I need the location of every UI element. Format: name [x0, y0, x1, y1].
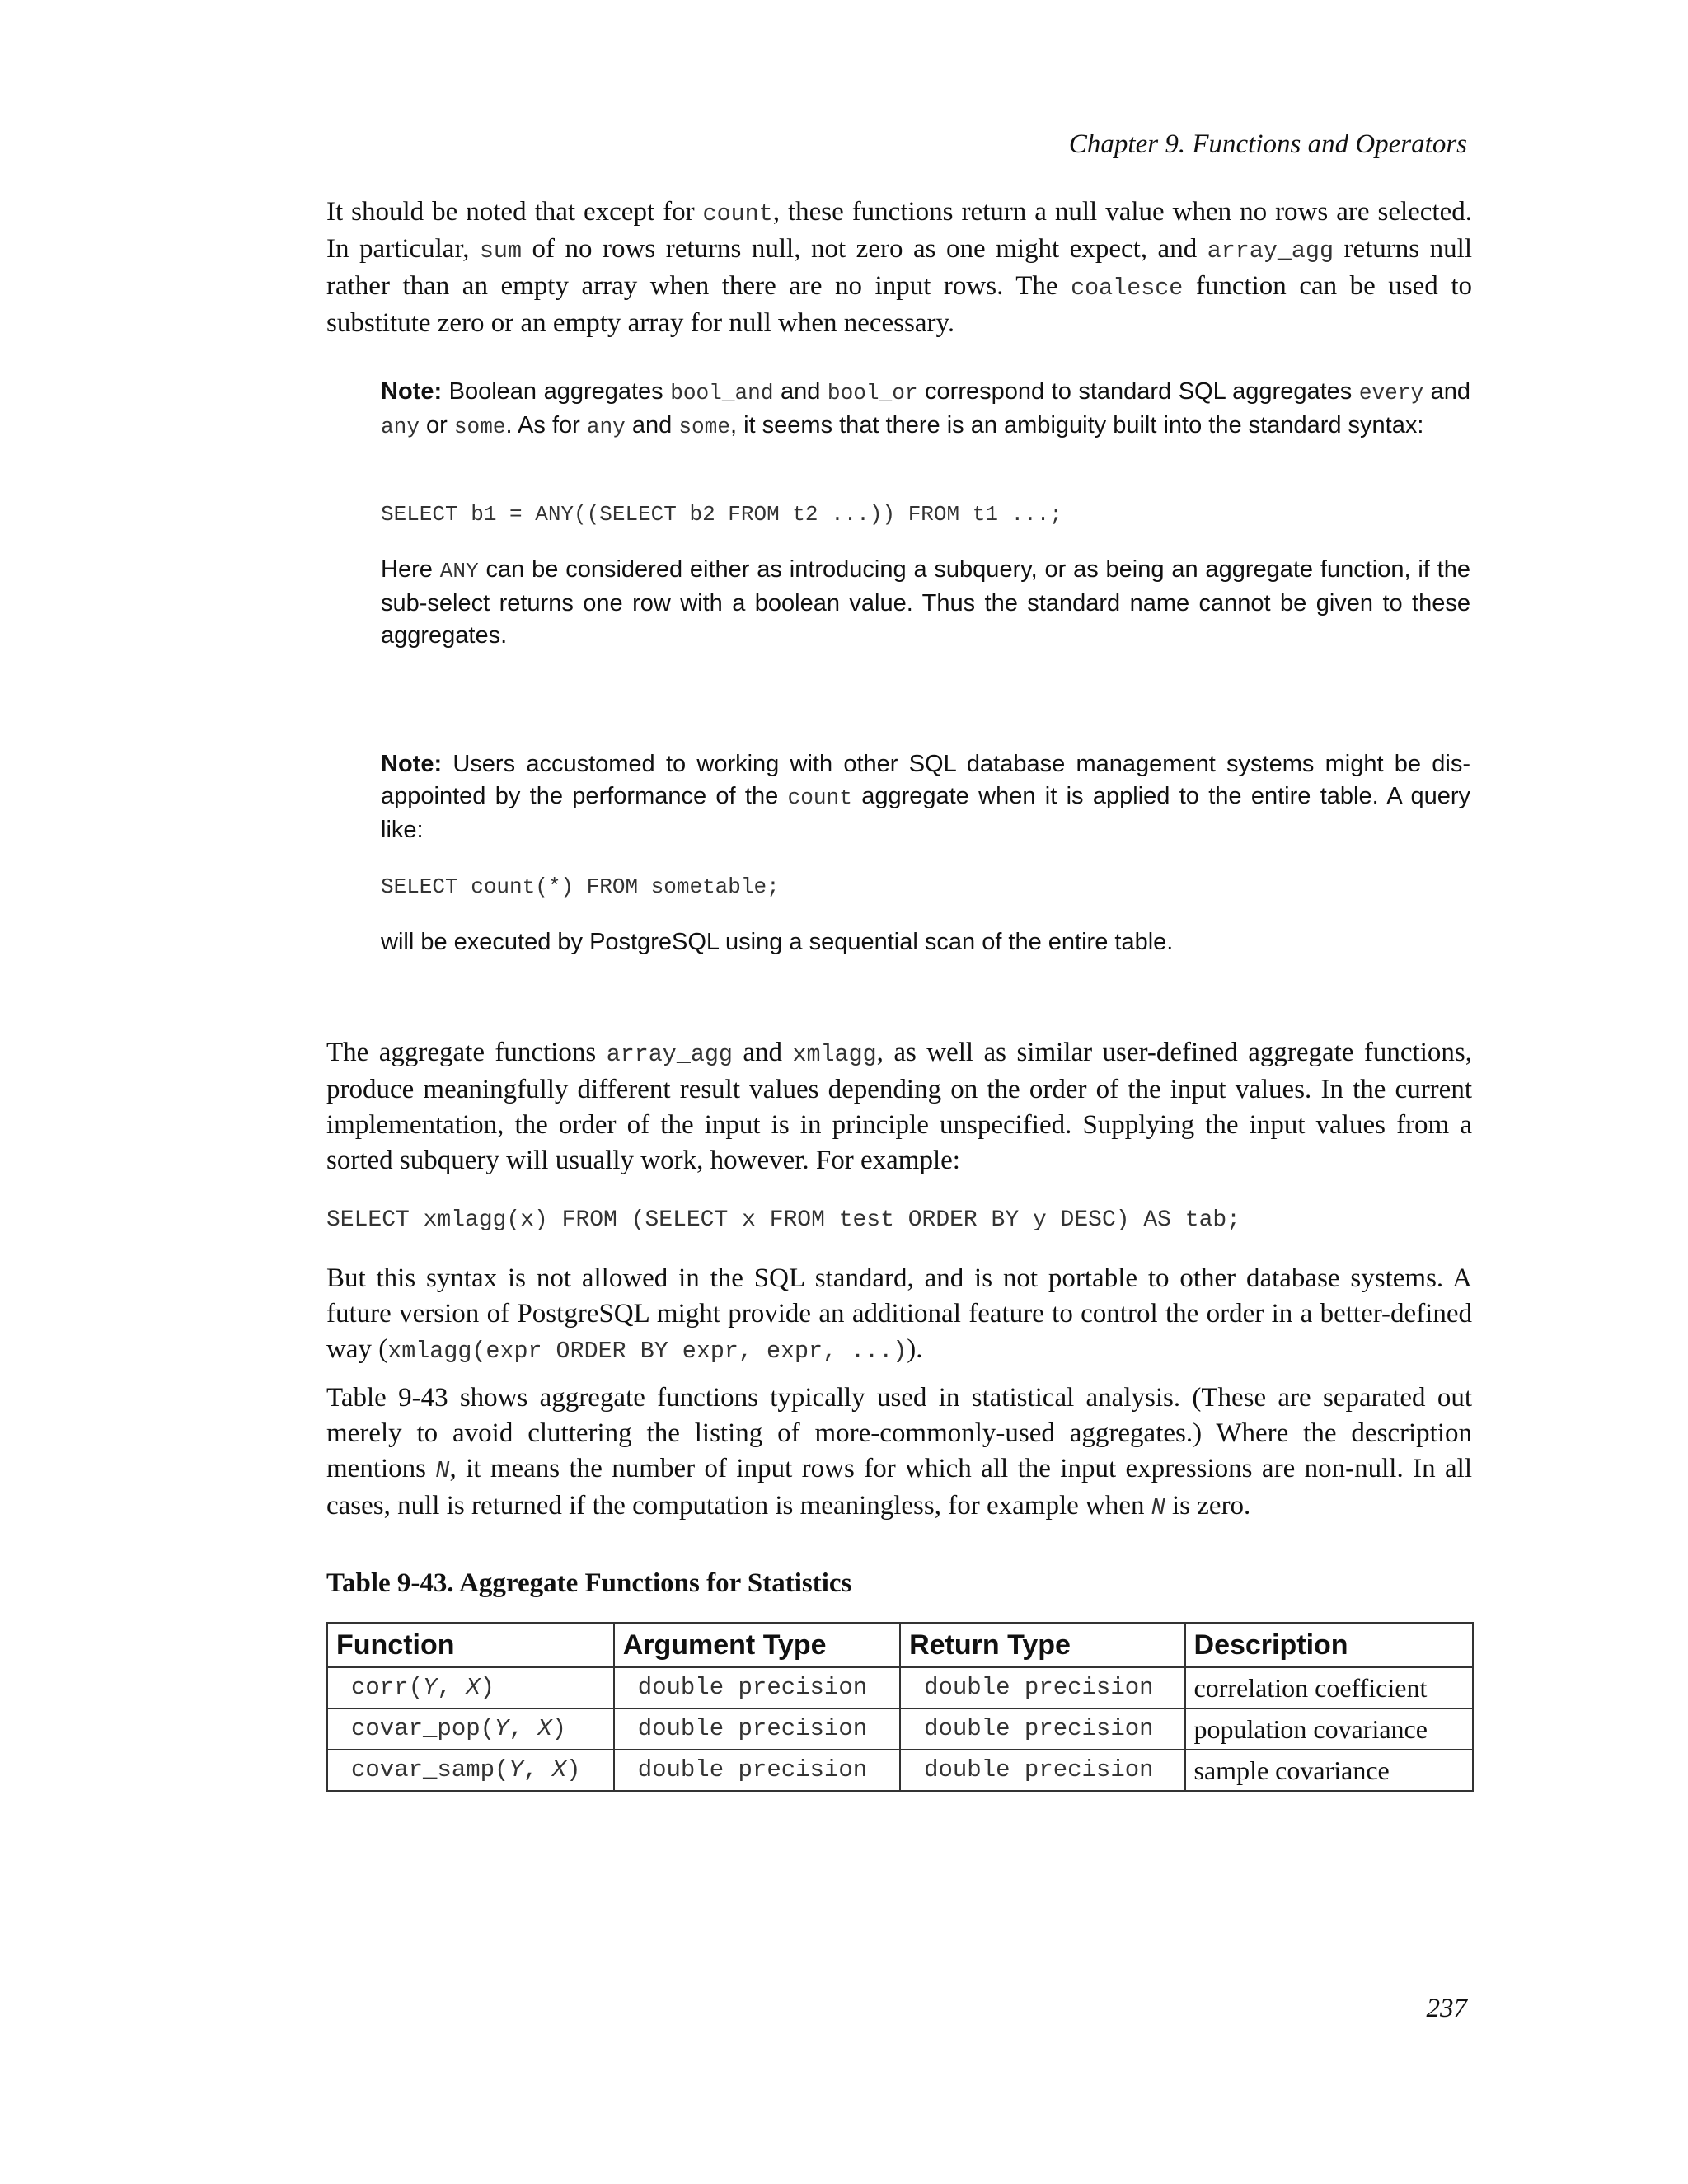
code-count: count: [787, 785, 852, 810]
table-title: Table 9-43. Aggregate Functions for Statistics: [326, 1568, 852, 1598]
cell-argument-type: double precision: [614, 1708, 900, 1750]
separator: ,: [509, 1715, 538, 1742]
param-y: Y: [423, 1674, 438, 1701]
code-n: N: [1151, 1494, 1165, 1521]
header-function: Function: [327, 1623, 614, 1667]
cell-argument-type: double precision: [614, 1750, 900, 1791]
code-bool-and: bool_and: [670, 381, 774, 405]
table-row: [327, 1750, 1473, 1791]
text: aggregate when it is applied to the entire table. A query like:: [381, 783, 1470, 843]
code-every: every: [1358, 381, 1424, 405]
text: and: [625, 412, 679, 438]
code-array-agg: array_agg: [1207, 237, 1334, 265]
text: correspond to standard SQL aggregates: [917, 378, 1359, 405]
header-description: Description: [1185, 1623, 1473, 1667]
cell-description: population covariance: [1185, 1708, 1473, 1750]
text: can be considered either as introducing a subquery, or as being an aggregate function, if the sub-select returns one row with a boolean value. Thus the standard name cannot be given to these aggregates.: [381, 556, 1470, 649]
text: of no rows returns null, not zero as one might expect, and: [521, 234, 1207, 264]
paragraph-syntax-portability: [326, 1261, 1472, 1369]
cell-return-type: double precision: [900, 1750, 1184, 1791]
close-paren: ): [566, 1756, 581, 1783]
close-paren: ): [480, 1674, 495, 1701]
function-name: covar_samp(: [351, 1756, 509, 1783]
code-example-any: SELECT b1 = ANY((SELECT b2 FROM t2 ...)) FROM t1 ...;: [381, 502, 1062, 527]
text: is zero.: [1165, 1491, 1251, 1521]
cell-function: [327, 1750, 614, 1791]
table-row: [327, 1708, 1473, 1750]
text: . As for: [505, 412, 587, 438]
param-x: X: [551, 1756, 567, 1783]
param-x: X: [537, 1715, 552, 1742]
text: and: [732, 1038, 793, 1067]
param-y: Y: [509, 1756, 523, 1783]
note-label: Note:: [381, 751, 443, 777]
text: and: [1423, 378, 1471, 405]
cell-description: correlation coefficient: [1185, 1667, 1473, 1708]
note-boolean-aggregates: [381, 376, 1470, 443]
param-x: X: [466, 1674, 481, 1701]
note-count-performance-cont: will be executed by PostgreSQL using a sequential scan of the entire table.: [381, 929, 1174, 955]
cell-argument-type: double precision: [614, 1667, 900, 1708]
cell-description: sample covariance: [1185, 1750, 1473, 1791]
page-number: 237: [1426, 1994, 1467, 2023]
cell-return-type: double precision: [900, 1667, 1184, 1708]
running-header: Chapter 9. Functions and Operators: [1068, 129, 1467, 159]
text: Here: [381, 556, 440, 583]
note-boolean-aggregates-cont: [381, 554, 1470, 652]
table-header-row: [327, 1623, 1473, 1667]
text: The aggregate functions: [326, 1038, 607, 1067]
note-count-performance: [381, 748, 1470, 846]
paragraph-statistics-intro: [326, 1380, 1472, 1526]
code-bool-or: bool_or: [827, 381, 918, 405]
text: ).: [907, 1334, 923, 1364]
text: returns null rather than an empty array when there are no input rows. The: [326, 234, 1472, 301]
code-some: some: [678, 415, 730, 439]
code-example-xmlagg: SELECT xmlagg(x) FROM (SELECT x FROM test ORDER BY y DESC) AS tab;: [326, 1207, 1240, 1233]
header-return-type: Return Type: [900, 1623, 1184, 1667]
code-any: any: [381, 415, 420, 439]
cell-function: [327, 1708, 614, 1750]
separator: ,: [437, 1674, 467, 1701]
header-argument-type: Argument Type: [614, 1623, 900, 1667]
paragraph-ordered-aggregates: [326, 1035, 1472, 1179]
text: function can be used to substitute zero or an empty array for null when necessary.: [326, 271, 1472, 338]
function-name: corr(: [351, 1674, 424, 1701]
text: , as well as similar user-defined aggregate functions, produce meaningfully different result values depending on the order of the input values. In the current implementation, the order of the input is in principle unspecified. Supplying the input values from a sorted subquery will usually work, however. For example:: [326, 1038, 1472, 1175]
note-label: Note:: [381, 378, 443, 405]
param-y: Y: [495, 1715, 509, 1742]
text: Boolean aggregates: [442, 378, 671, 405]
separator: ,: [523, 1756, 552, 1783]
text: or: [419, 412, 454, 438]
close-paren: ): [551, 1715, 567, 1742]
cell-function: [327, 1667, 614, 1708]
code-xmlagg: xmlagg: [792, 1041, 877, 1068]
code-example-count: SELECT count(*) FROM sometable;: [381, 874, 780, 899]
code-xmlagg-order-by: xmlagg(expr ORDER BY expr, expr, ...): [387, 1338, 907, 1365]
function-name: covar_pop(: [351, 1715, 495, 1742]
code-sum: sum: [479, 237, 522, 265]
text: Users accustomed to working with other SQL database management systems might be dis-appointed by the performance of the: [381, 751, 1470, 809]
code-n: N: [435, 1457, 450, 1484]
text: , these functions return a null value when no rows are selected. In particular,: [326, 197, 1472, 264]
text: , it seems that there is an ambiguity built into the standard syntax:: [729, 412, 1424, 438]
text: and: [773, 378, 828, 405]
table-row: [327, 1667, 1473, 1708]
text: Table 9-43 shows aggregate functions typically used in statistical analysis. (These are separated out merely to avoid cluttering the listing of more-commonly-used aggregates.) Where the description mentions: [326, 1383, 1472, 1483]
cell-return-type: double precision: [900, 1708, 1184, 1750]
code-array-agg: array_agg: [606, 1041, 733, 1068]
code-any-upper: ANY: [439, 559, 479, 583]
paragraph-null-results: [326, 194, 1472, 341]
code-coalesce: coalesce: [1071, 274, 1184, 302]
statistics-functions-table: [326, 1622, 1474, 1792]
text: , it means the number of input rows for which all the input expressions are non-null. In all cases, null is returned if the computation is meaningless, for example when: [326, 1454, 1472, 1521]
code-count: count: [702, 200, 773, 227]
text: But this syntax is not allowed in the SQL standard, and is not portable to other database systems. A future version of PostgreSQL might provide an additional feature to control the order in a better-defined way (: [326, 1263, 1472, 1364]
code-some: some: [453, 415, 506, 439]
text: It should be noted that except for: [326, 197, 703, 227]
code-any: any: [586, 415, 626, 439]
